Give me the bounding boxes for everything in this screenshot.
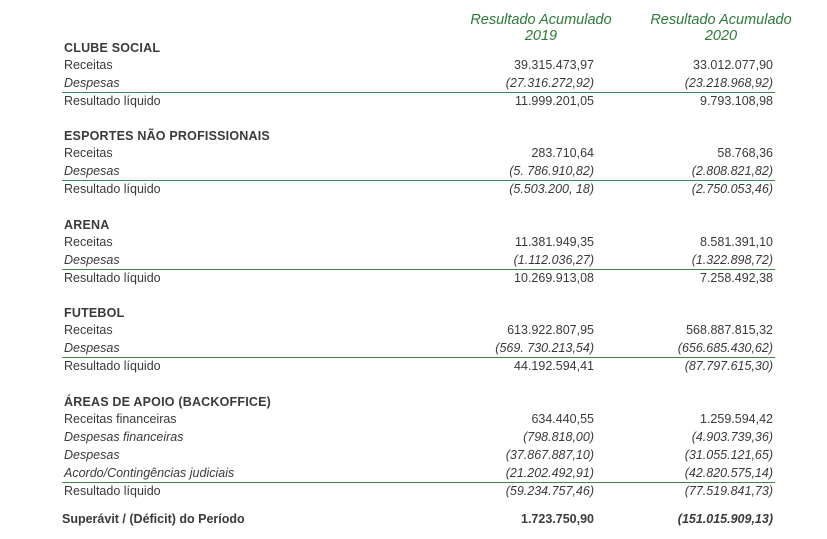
table-row: [0, 252, 827, 270]
value-2019: 39.315.473,97: [514, 58, 594, 72]
value-2020: (656.685.430,62): [677, 341, 773, 355]
period-total-row: [0, 511, 827, 531]
value-2019: 11.381.949,35: [514, 235, 594, 249]
table-row: [0, 163, 827, 181]
row-label: Resultado líquido: [64, 359, 161, 373]
row-label: Receitas financeiras: [64, 412, 177, 426]
value-2019: (21.202.492,91): [505, 466, 594, 480]
value-2019: 10.269.913,08: [514, 271, 594, 285]
table-row-net-result: [0, 181, 827, 199]
row-label: Receitas: [64, 323, 113, 337]
value-2020: (23.218.968,92): [684, 76, 773, 90]
row-label: Resultado líquido: [64, 182, 161, 196]
table-row-net-result: [0, 93, 827, 111]
table-row: [0, 322, 827, 340]
row-label: Resultado líquido: [64, 271, 161, 285]
value-2019: (37.867.887,10): [505, 448, 594, 462]
column-header-2019-year: 2019: [524, 28, 558, 44]
row-label: Despesas financeiras: [64, 430, 184, 444]
table-row: [0, 234, 827, 252]
value-2020: (31.055.121,65): [684, 448, 773, 462]
value-2020: 58.768,36: [717, 146, 773, 160]
row-label: Receitas: [64, 58, 113, 72]
row-label: Receitas: [64, 146, 113, 160]
row-label: Acordo/Contingências judiciais: [64, 466, 235, 480]
value-2020: 9.793.108,98: [700, 94, 773, 108]
value-2020: 8.581.391,10: [700, 235, 773, 249]
value-2020: (4.903.739,36): [691, 430, 773, 444]
table-row: [0, 57, 827, 75]
value-2019: (5. 786.910,82): [509, 164, 594, 178]
value-2019: (5.503.200, 18): [509, 182, 594, 196]
value-2019: 11.999.201,05: [514, 94, 594, 108]
section-title: ESPORTES NÃO PROFISSIONAIS: [64, 129, 270, 143]
value-2020: (2.750.053,46): [691, 182, 773, 196]
section-title: CLUBE SOCIAL: [64, 41, 161, 55]
value-2020: (1.322.898,72): [691, 253, 773, 267]
row-label: Despesas: [64, 253, 120, 267]
total-label: Superávit / (Déficit) do Período: [62, 512, 245, 526]
table-row: [0, 75, 827, 93]
value-2020: 1.259.594,42: [700, 412, 773, 426]
value-2019: (27.316.272,92): [505, 76, 594, 90]
row-label: Despesas: [64, 448, 120, 462]
section-title: FUTEBOL: [64, 306, 125, 320]
value-2019: (798.818,00): [523, 430, 594, 444]
table-row: [0, 411, 827, 429]
value-2019: (569. 730.213,54): [495, 341, 594, 355]
value-2020: (77.519.841,73): [684, 484, 773, 498]
row-label: Receitas: [64, 235, 113, 249]
value-2020: 7.258.492,38: [700, 271, 773, 285]
value-2020: (87.797.615,30): [684, 359, 773, 373]
table-row: [0, 145, 827, 163]
value-2020: 33.012.077,90: [693, 58, 773, 72]
section-title: ARENA: [64, 218, 110, 232]
value-2019: 283.710,64: [531, 146, 594, 160]
table-row-net-result: [0, 358, 827, 376]
value-2019: (1.112.036,27): [513, 253, 594, 267]
value-2020: (42.820.575,14): [684, 466, 773, 480]
column-header-2019: [456, 12, 626, 44]
table-row: [0, 429, 827, 447]
column-header-2019-line1: Resultado Acumulado: [470, 12, 612, 28]
value-2019: (59.234.757,46): [505, 484, 594, 498]
table-row: [0, 465, 827, 483]
table-row: [0, 447, 827, 465]
table-row-net-result: [0, 270, 827, 288]
section-title: ÁREAS DE APOIO (BACKOFFICE): [64, 395, 272, 409]
row-label: Resultado líquido: [64, 484, 161, 498]
value-2020: 568.887.815,32: [686, 323, 773, 337]
row-label: Despesas: [64, 164, 120, 178]
value-2019: 613.922.807,95: [507, 323, 594, 337]
row-label: Despesas: [64, 76, 120, 90]
value-2019: 44.192.594,41: [514, 359, 594, 373]
value-2020: (2.808.821,82): [691, 164, 773, 178]
table-row: [0, 340, 827, 358]
total-value-2020: (151.015.909,13): [677, 512, 773, 526]
value-2019: 634.440,55: [531, 412, 594, 426]
row-label: Resultado líquido: [64, 94, 161, 108]
column-header-2020-line1: Resultado Acumulado: [650, 12, 792, 28]
total-value-2019: 1.723.750,90: [521, 512, 594, 526]
row-label: Despesas: [64, 341, 120, 355]
table-row-net-result: [0, 483, 827, 501]
column-header-2020-year: 2020: [704, 28, 738, 44]
column-header-2020: [636, 12, 806, 44]
